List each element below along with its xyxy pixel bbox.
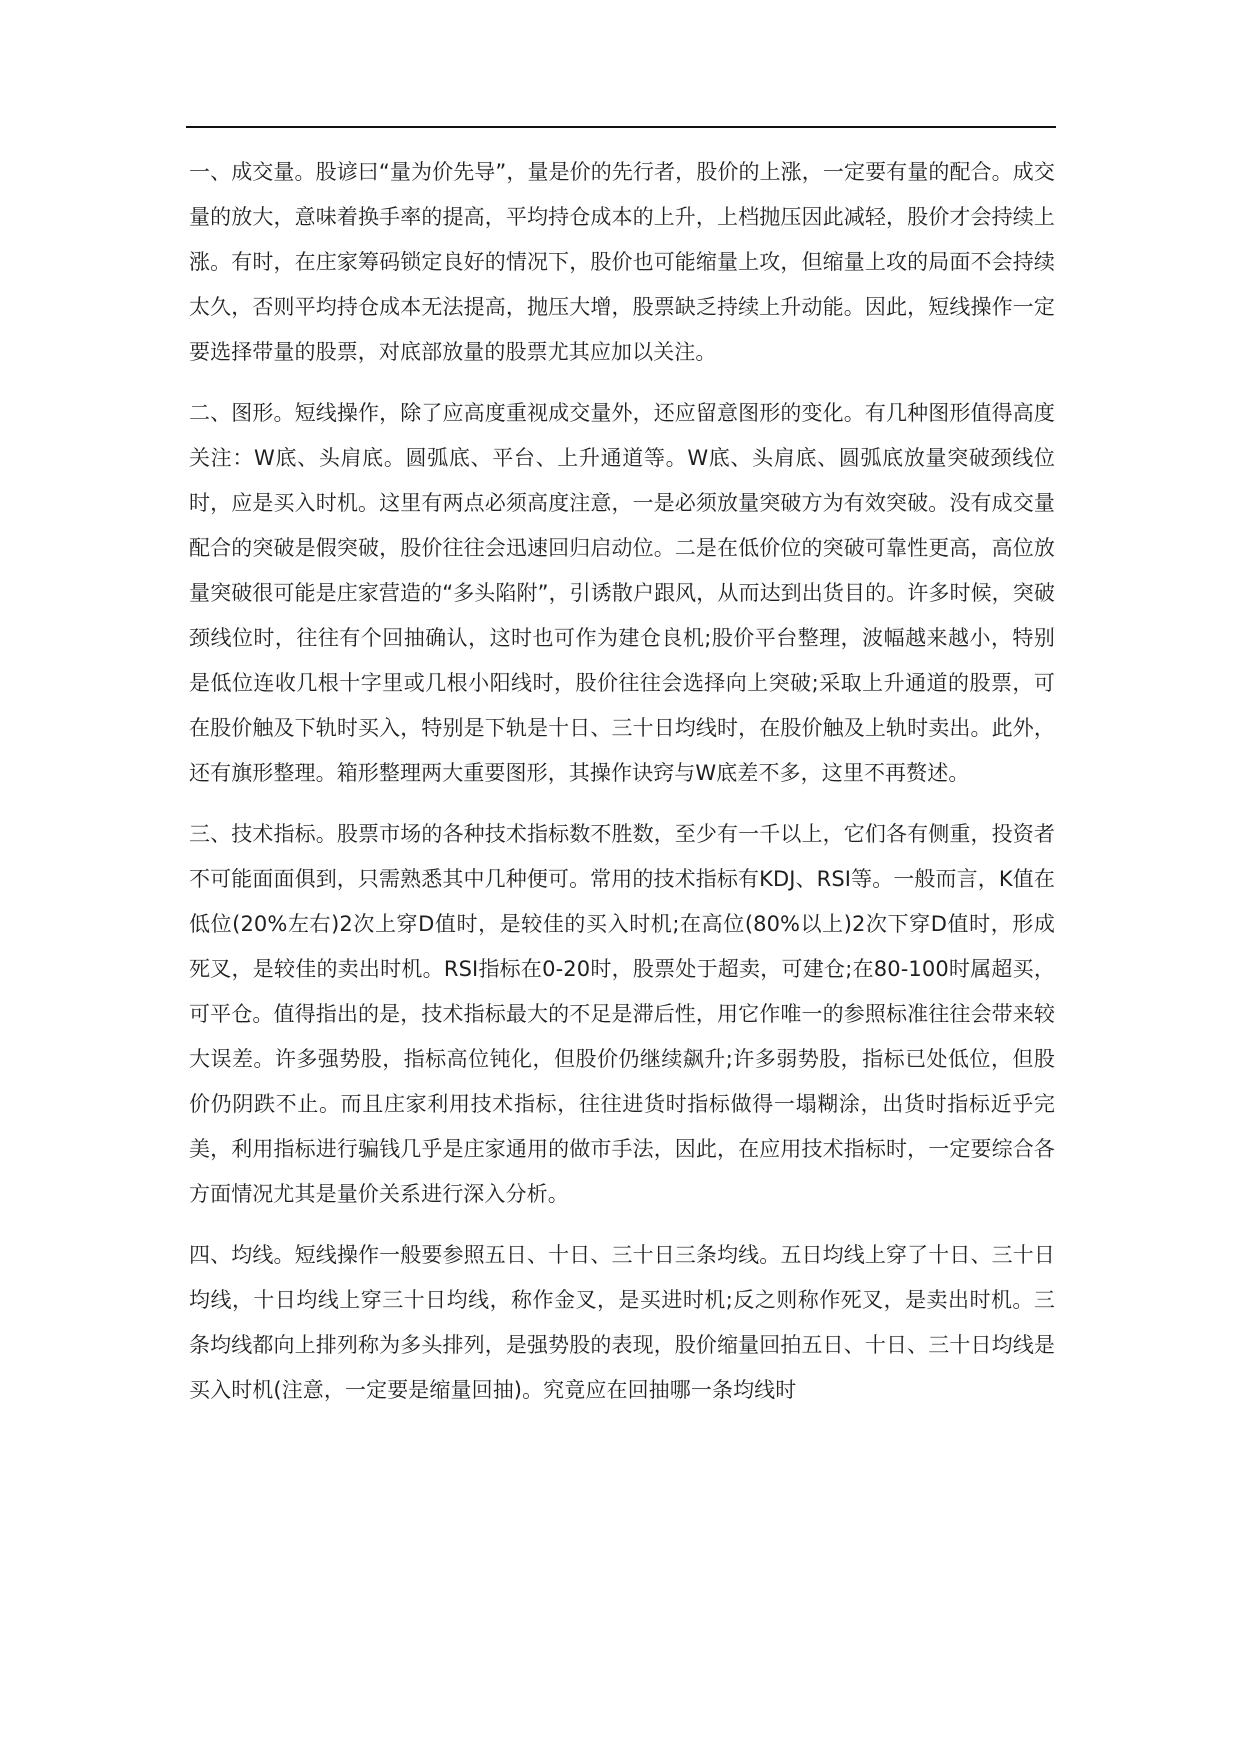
paragraph-technical-indicators: 三、技术指标。股票市场的各种技术指标数不胜数，至少有一千以上，它们各有侧重，投资者不可能面面俱到，只需熟悉其中几种便可。常用的技术指标有KDJ、RSI等。一般而言，K值在低位(20%左右)2次上穿D值时，是较佳的买入时机;在高位(80%以上)2次下穿D值时，形成死叉，是较佳的卖出时机。RSI指标在0-20时，股票处于超卖，可建仓;在80-100时属超买，可平仓。值得指出的是，技术指标最大的不足是滞后性，用它作唯一的参照标准往往会带来较大误差。许多强势股，指标高位钝化，但股价仍继续飙升;许多弱势股，指标已处低位，但股价仍阴跌不止。而且庄家利用技术指标，往往进货时指标做得一塌糊涂，出货时指标近乎完美，利用指标进行骗钱几乎是庄家通用的做市手法，因此，在应用技术指标时，一定要综合各方面情况尤其是量价关系进行深入分析。 (189, 822, 1055, 1206)
paragraph-chart-patterns: 二、图形。短线操作，除了应高度重视成交量外，还应留意图形的变化。有几种图形值得高度关注：W底、头肩底。圆弧底、平台、上升通道等。W底、头肩底、圆弧底放量突破颈线位时，应是买入时机。这里有两点必须高度注意，一是必须放量突破方为有效突破。没有成交量配合的突破是假突破，股价往往会迅速回归启动位。二是在低价位的突破可靠性更高，高位放量突破很可能是庄家营造的“多头陷附”，引诱散户跟风，从而达到出货目的。许多时候，突破颈线位时，往往有个回抽确认，这时也可作为建仓良机;股价平台整理，波幅越来越小，特别是低位连收几根十字里或几根小阳线时，股价往往会选择向上突破;采取上升通道的股票，可在股价触及下轨时买入，特别是下轨是十日、三十日均线时，在股价触及上轨时卖出。此外，还有旗形整理。箱形整理两大重要图形，其操作诀窍与W底差不多，这里不再赘述。 (189, 401, 1055, 785)
paragraph-moving-averages: 四、均线。短线操作一般要参照五日、十日、三十日三条均线。五日均线上穿了十日、三十日均线，十日均线上穿三十日均线，称作金叉，是买进时机;反之则称作死叉，是卖出时机。三条均线都向上排列称为多头排列，是强势股的表现，股价缩量回拍五日、十日、三十日均线是买入时机(注意，一定要是缩量回抽)。究竟应在回抽哪一条均线时 (189, 1243, 1055, 1402)
paragraph-volume: 一、成交量。股谚曰“量为价先导”，量是价的先行者，股价的上涨，一定要有量的配合。成交量的放大，意味着换手率的提高，平均持仓成本的上升，上档抛压因此减轻，股价才会持续上涨。有时，在庄家筹码锁定良好的情况下，股价也可能缩量上攻，但缩量上攻的局面不会持续太久，否则平均持仓成本无法提高，抛压大增，股票缺乏持续上升动能。因此，短线操作一定要选择带量的股票，对底部放量的股票尤其应加以关注。 (189, 160, 1055, 364)
header-rule (186, 126, 1056, 128)
document-body (189, 150, 1055, 1429)
